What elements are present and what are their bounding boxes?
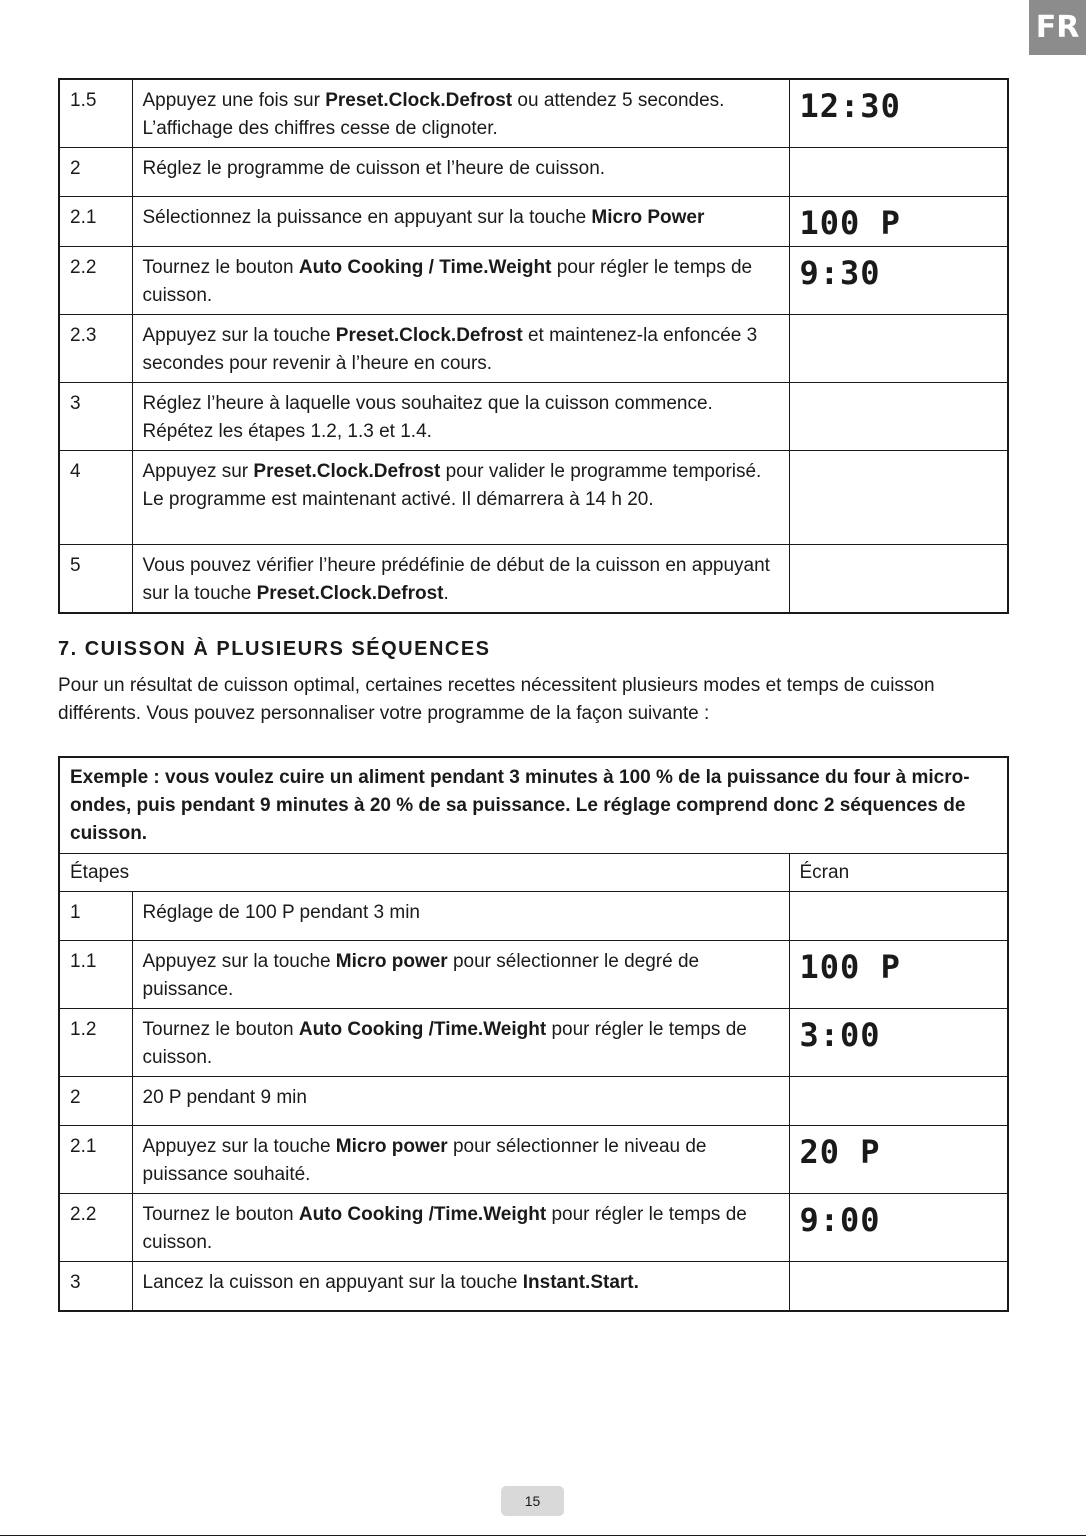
instruction-text: Tournez le bouton — [142, 257, 299, 278]
step-instruction — [132, 451, 789, 545]
step-number: 5 — [59, 545, 132, 614]
step-number: 1 — [59, 892, 132, 941]
instruction-text: Tournez le bouton — [142, 1019, 299, 1040]
section-intro: Pour un résultat de cuisson optimal, certaines recettes nécessitent plusieurs modes et temps de cuisson différents. Vous pouvez personnaliser votre programme de la façon suivante : — [58, 675, 935, 724]
step-instruction — [132, 79, 789, 148]
table-row — [59, 1194, 1008, 1262]
step-instruction — [132, 247, 789, 315]
screen-display: 9:30 — [789, 247, 1008, 315]
instruction-text: pour régler le temps de cuisson. — [142, 1019, 747, 1068]
instruction-text: Tournez le bouton — [142, 1204, 299, 1225]
step-number: 2.2 — [59, 247, 132, 315]
key-name: Auto Cooking /Time.Weight — [298, 1019, 547, 1040]
step-instruction — [132, 148, 789, 197]
table-row — [59, 1009, 1008, 1077]
screen-display — [789, 1262, 1008, 1311]
table-row — [59, 892, 1008, 941]
table-row — [59, 197, 1008, 247]
step-instruction — [132, 1009, 789, 1077]
instruction-text: 20 P pendant 9 min — [142, 1087, 307, 1108]
table-row — [59, 1126, 1008, 1194]
step-number: 2 — [59, 148, 132, 197]
header-steps: Étapes — [59, 854, 789, 892]
step-number: 2 — [59, 1077, 132, 1126]
instruction-text: pour valider le programme temporisé. Le programme est maintenant activé. Il démarrera à 14 h 20. — [142, 461, 762, 510]
example-row — [59, 757, 1008, 854]
step-instruction — [132, 1126, 789, 1194]
multi-sequence-table — [58, 756, 1009, 1312]
instruction-text: . — [443, 583, 449, 604]
bottom-rule — [0, 1535, 1086, 1536]
step-number: 2.1 — [59, 1126, 132, 1194]
instruction-text: pour régler le temps de cuisson. — [142, 257, 753, 306]
example-text: Exemple : vous voulez cuire un aliment pendant 3 minutes à 100 % de la puissance du four à micro-ondes, puis pendant 9 minutes à 20 % de sa puissance. Le réglage comprend donc 2 séquences de cuisson. — [59, 757, 1008, 854]
instruction-text: Appuyez sur la touche — [142, 325, 336, 346]
screen-display — [789, 383, 1008, 451]
screen-display — [789, 545, 1008, 614]
screen-display — [789, 315, 1008, 383]
instruction-text: Appuyez sur la touche — [142, 951, 336, 972]
screen-display: 100 P — [789, 197, 1008, 247]
instruction-text: Réglez l’heure à laquelle vous souhaitez que la cuisson commence. Répétez les étapes 1.2, 1.3 et 1.4. — [142, 393, 713, 442]
screen-display — [789, 892, 1008, 941]
instruction-text: Appuyez sur — [142, 461, 254, 482]
step-number: 2.1 — [59, 197, 132, 247]
step-instruction — [132, 315, 789, 383]
step-instruction — [132, 1077, 789, 1126]
key-name: Micro power — [335, 1136, 448, 1157]
instruction-text: Appuyez sur la touche — [142, 1136, 336, 1157]
key-name: Micro power — [335, 951, 448, 972]
screen-display: 20 P — [789, 1126, 1008, 1194]
table-row — [59, 451, 1008, 545]
key-name: Auto Cooking /Time.Weight — [298, 1204, 547, 1225]
screen-display: 3:00 — [789, 1009, 1008, 1077]
step-instruction — [132, 1262, 789, 1311]
screen-display — [789, 451, 1008, 545]
table-row — [59, 1262, 1008, 1311]
page-number: 15 — [501, 1486, 564, 1516]
step-instruction — [132, 383, 789, 451]
step-instruction — [132, 941, 789, 1009]
step-number: 3 — [59, 1262, 132, 1311]
language-tab: FR — [1029, 0, 1086, 55]
step-instruction — [132, 545, 789, 614]
delayed-start-steps-table — [58, 78, 1009, 614]
screen-display: 12:30 — [789, 79, 1008, 148]
table-row — [59, 148, 1008, 197]
key-name: Micro Power — [591, 207, 705, 228]
step-instruction — [132, 892, 789, 941]
header-screen: Écran — [789, 854, 1008, 892]
table-row — [59, 79, 1008, 148]
instruction-text: Appuyez une fois sur — [142, 90, 326, 111]
key-name: Preset.Clock.Defrost — [325, 90, 513, 111]
key-name: Preset.Clock.Defrost — [335, 325, 523, 346]
step-number: 1.2 — [59, 1009, 132, 1077]
step-number: 1.1 — [59, 941, 132, 1009]
step-number: 1.5 — [59, 79, 132, 148]
screen-display — [789, 1077, 1008, 1126]
step-instruction — [132, 1194, 789, 1262]
instruction-text: Réglage de 100 P pendant 3 min — [142, 902, 420, 923]
step-instruction — [132, 197, 789, 247]
instruction-text: pour régler le temps de cuisson. — [142, 1204, 747, 1253]
instruction-text: Vous pouvez vérifier l’heure prédéfinie de début de la cuisson en appuyant sur la touche — [142, 555, 770, 604]
instruction-text: ou attendez 5 secondes. L’affichage des chiffres cesse de clignoter. — [142, 90, 725, 139]
section-title: 7. CUISSON À PLUSIEURS SÉQUENCES — [58, 638, 491, 660]
screen-display: 100 P — [789, 941, 1008, 1009]
table-row — [59, 383, 1008, 451]
instruction-text: Lancez la cuisson en appuyant sur la touche — [142, 1272, 523, 1293]
instruction-text: Sélectionnez la puissance en appuyant sur la touche — [142, 207, 592, 228]
table-row — [59, 545, 1008, 614]
instruction-text: pour sélectionner le degré de puissance. — [142, 951, 700, 1000]
instruction-text: et maintenez-la enfoncée 3 secondes pour revenir à l’heure en cours. — [142, 325, 758, 374]
key-name: Instant.Start. — [522, 1272, 639, 1293]
table-row — [59, 315, 1008, 383]
instruction-text: pour sélectionner le niveau de puissance souhaité. — [142, 1136, 707, 1185]
header-row — [59, 854, 1008, 892]
instruction-text: Réglez le programme de cuisson et l’heure de cuisson. — [142, 158, 606, 179]
key-name: Auto Cooking / Time.Weight — [298, 257, 552, 278]
key-name: Preset.Clock.Defrost — [253, 461, 441, 482]
step-number: 2.2 — [59, 1194, 132, 1262]
table-row — [59, 1077, 1008, 1126]
key-name: Preset.Clock.Defrost — [256, 583, 444, 604]
step-number: 2.3 — [59, 315, 132, 383]
screen-display: 9:00 — [789, 1194, 1008, 1262]
screen-display — [789, 148, 1008, 197]
step-number: 4 — [59, 451, 132, 545]
step-number: 3 — [59, 383, 132, 451]
table-row — [59, 941, 1008, 1009]
table-row — [59, 247, 1008, 315]
